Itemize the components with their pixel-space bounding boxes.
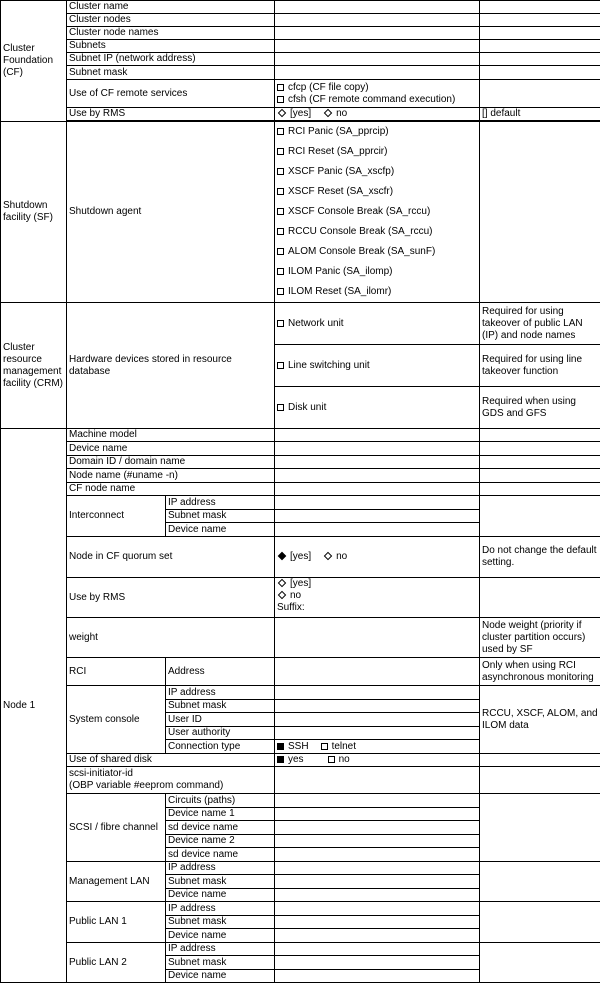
- value-cell[interactable]: [275, 902, 480, 916]
- hardware-devices-label: Hardware devices stored in resource database: [67, 303, 275, 429]
- value-cell[interactable]: [275, 469, 480, 483]
- agent-option[interactable]: XSCF Reset (SA_xscfr): [277, 182, 477, 202]
- checkbox-icon[interactable]: [277, 268, 284, 275]
- management-lan-label: Management LAN: [67, 862, 166, 902]
- field-label: IP address: [166, 496, 275, 510]
- checkbox-icon[interactable]: [277, 362, 284, 369]
- checkbox-checked-icon[interactable]: [277, 743, 284, 750]
- row-label: Subnet IP (network address): [67, 53, 275, 66]
- rms-yes-option[interactable]: [yes]: [277, 578, 477, 590]
- value-cell[interactable]: [275, 442, 480, 456]
- rms-suffix: Suffix:: [277, 602, 305, 613]
- cf-rms-note: [] default: [480, 108, 600, 121]
- note-cell: [480, 456, 600, 469]
- checkbox-icon[interactable]: [277, 148, 284, 155]
- value-cell[interactable]: [275, 713, 480, 727]
- checkbox-icon[interactable]: [277, 288, 284, 295]
- checkbox-icon[interactable]: [328, 756, 335, 763]
- field-label: Circuits (paths): [166, 794, 275, 808]
- rci-label: RCI: [67, 658, 166, 686]
- note-cell: [480, 754, 600, 767]
- value-cell[interactable]: [275, 848, 480, 862]
- row-label: Subnet mask: [67, 66, 275, 80]
- note-cell: [480, 862, 600, 902]
- radio-diamond-icon[interactable]: [278, 591, 286, 599]
- field-label: Device name: [166, 889, 275, 902]
- node-rms-label: Use by RMS: [67, 578, 275, 618]
- quorum-options: [yes] no: [275, 537, 480, 578]
- public-lan-2-label: Public LAN 2: [67, 943, 166, 983]
- agent-option[interactable]: RCCU Console Break (SA_rccu): [277, 222, 477, 242]
- agent-option[interactable]: XSCF Panic (SA_xscfp): [277, 162, 477, 182]
- value-cell[interactable]: [275, 794, 480, 808]
- field-label: Subnet mask: [166, 875, 275, 889]
- system-console-label: System console: [67, 686, 166, 754]
- row-label: Subnets: [67, 40, 275, 53]
- public-lan-1-label: Public LAN 1: [67, 902, 166, 943]
- value-cell[interactable]: [275, 727, 480, 740]
- value-cell[interactable]: [275, 862, 480, 875]
- field-label: Subnet mask: [166, 916, 275, 929]
- row-label: Device name: [67, 442, 275, 456]
- connection-type-label: Connection type: [166, 740, 275, 754]
- quorum-note: Do not change the default setting.: [480, 537, 600, 578]
- note-cell: [480, 794, 600, 862]
- note-cell: [480, 767, 600, 794]
- agent-option[interactable]: ILOM Reset (SA_ilomr): [277, 282, 477, 302]
- shared-disk-label: Use of shared disk: [67, 754, 275, 767]
- value-cell[interactable]: [275, 523, 480, 537]
- checkbox-checked-icon[interactable]: [277, 756, 284, 763]
- value-cell[interactable]: [275, 686, 480, 700]
- weight-note: Node weight (priority if cluster partition occurs) used by SF: [480, 618, 600, 658]
- note-cell: [480, 27, 600, 40]
- rci-note: Only when using RCI asynchronous monitoring: [480, 658, 600, 686]
- field-label: Subnet mask: [166, 956, 275, 970]
- crm-note: Required for using takeover of public LAN (IP) and node names: [480, 303, 600, 345]
- cf-rms-label: Use by RMS: [67, 108, 275, 121]
- note-cell: [480, 122, 600, 303]
- value-cell[interactable]: [275, 510, 480, 523]
- crm-option-disk[interactable]: Disk unit: [275, 387, 480, 429]
- shutdown-agent-label: Shutdown agent: [67, 122, 275, 303]
- section-node-label: Node 1: [1, 429, 67, 983]
- remote-services-label: Use of CF remote services: [67, 80, 275, 108]
- interconnect-label: Interconnect: [67, 496, 166, 537]
- value-cell[interactable]: [275, 835, 480, 848]
- field-label: sd device name: [166, 821, 275, 835]
- node-rms-options: [275, 578, 480, 618]
- checkbox-icon[interactable]: [277, 248, 284, 255]
- section-cf-label: Cluster Foundation (CF): [1, 1, 67, 122]
- note-cell: [480, 469, 600, 483]
- console-note: RCCU, XSCF, ALOM, and ILOM data: [480, 686, 600, 754]
- rms-no-option[interactable]: no: [277, 590, 477, 602]
- note-cell: [480, 40, 600, 53]
- note-cell: [480, 80, 600, 108]
- weight-label: weight: [67, 618, 275, 658]
- note-cell: [480, 496, 600, 537]
- note-cell: [480, 483, 600, 496]
- value-cell[interactable]: [275, 66, 480, 80]
- section-sf-label: Shutdown facility (SF): [1, 122, 67, 303]
- value-cell[interactable]: [275, 916, 480, 929]
- radio-diamond-icon[interactable]: [324, 109, 332, 117]
- note-cell: [480, 902, 600, 943]
- note-cell: [480, 14, 600, 27]
- value-cell[interactable]: [275, 658, 480, 686]
- checkbox-icon[interactable]: [277, 320, 284, 327]
- row-label: Domain ID / domain name: [67, 456, 275, 469]
- value-cell[interactable]: [275, 496, 480, 510]
- shutdown-agent-options: [275, 122, 480, 303]
- note-cell: [480, 429, 600, 442]
- note-cell: [480, 66, 600, 80]
- value-cell[interactable]: [275, 943, 480, 956]
- row-label: Cluster nodes: [67, 14, 275, 27]
- rci-address-label: Address: [166, 658, 275, 686]
- section-crm-label: Cluster resource management facility (CRM): [1, 303, 67, 429]
- note-cell: [480, 1, 600, 14]
- option-cfsh[interactable]: cfsh (CF remote command execution): [277, 94, 477, 106]
- field-label: User ID: [166, 713, 275, 727]
- agent-option[interactable]: ALOM Console Break (SA_sunF): [277, 242, 477, 262]
- row-label: Cluster name: [67, 1, 275, 14]
- field-label: Device name: [166, 970, 275, 983]
- cf-rms-options: [yes] no: [275, 108, 480, 121]
- field-label: Device name 1: [166, 808, 275, 821]
- field-label: IP address: [166, 943, 275, 956]
- scsi-label: SCSI / fibre channel: [67, 794, 166, 862]
- remote-services-options: [275, 80, 480, 108]
- row-label: Node name (#uname -n): [67, 469, 275, 483]
- value-cell[interactable]: [275, 53, 480, 66]
- checkbox-icon[interactable]: [277, 228, 284, 235]
- row-label: Machine model: [67, 429, 275, 442]
- checkbox-icon[interactable]: [321, 743, 328, 750]
- value-cell[interactable]: [275, 929, 480, 943]
- value-cell[interactable]: [275, 700, 480, 713]
- row-label: CF node name: [67, 483, 275, 496]
- field-label: IP address: [166, 862, 275, 875]
- field-label: IP address: [166, 686, 275, 700]
- checkbox-icon[interactable]: [277, 188, 284, 195]
- field-label: User authority: [166, 727, 275, 740]
- crm-option-network[interactable]: Network unit: [275, 303, 480, 345]
- agent-option[interactable]: XSCF Console Break (SA_rccu): [277, 202, 477, 222]
- shared-disk-options: yes no: [275, 754, 480, 767]
- value-cell[interactable]: [275, 483, 480, 496]
- connection-type-options: SSH telnet: [275, 740, 480, 754]
- checkbox-icon[interactable]: [277, 128, 284, 135]
- note-cell: [480, 53, 600, 66]
- checkbox-icon[interactable]: [277, 168, 284, 175]
- field-label: Device name: [166, 929, 275, 943]
- checkbox-icon[interactable]: [277, 208, 284, 215]
- value-cell[interactable]: [275, 889, 480, 902]
- value-cell[interactable]: [275, 456, 480, 469]
- option-cfcp[interactable]: cfcp (CF file copy): [277, 82, 477, 94]
- value-cell[interactable]: [275, 14, 480, 27]
- checkbox-icon[interactable]: [277, 404, 284, 411]
- value-cell[interactable]: [275, 956, 480, 970]
- crm-option-line[interactable]: Line switching unit: [275, 345, 480, 387]
- radio-diamond-icon[interactable]: [278, 579, 286, 587]
- value-cell[interactable]: [275, 429, 480, 442]
- field-label: Device name 2: [166, 835, 275, 848]
- field-label: Device name: [166, 523, 275, 537]
- agent-option[interactable]: RCI Reset (SA_pprcir): [277, 142, 477, 162]
- row-label: Cluster node names: [67, 27, 275, 40]
- value-cell[interactable]: [275, 1, 480, 14]
- note-cell: [480, 442, 600, 456]
- value-cell[interactable]: [275, 821, 480, 835]
- field-label: Subnet mask: [166, 700, 275, 713]
- value-cell[interactable]: [275, 40, 480, 53]
- field-label: Subnet mask: [166, 510, 275, 523]
- agent-option[interactable]: ILOM Panic (SA_ilomp): [277, 262, 477, 282]
- crm-note: Required for using line takeover function: [480, 345, 600, 387]
- value-cell[interactable]: [275, 27, 480, 40]
- checkbox-icon[interactable]: [277, 84, 284, 91]
- field-label: IP address: [166, 902, 275, 916]
- radio-diamond-icon[interactable]: [278, 109, 286, 117]
- value-cell[interactable]: [275, 808, 480, 821]
- field-label: sd device name: [166, 848, 275, 862]
- crm-note: Required when using GDS and GFS: [480, 387, 600, 429]
- radio-diamond-icon[interactable]: [324, 552, 332, 560]
- value-cell[interactable]: [275, 618, 480, 658]
- note-cell: [480, 578, 600, 618]
- agent-option[interactable]: RCI Panic (SA_pprcip): [277, 122, 477, 142]
- note-cell: [480, 943, 600, 983]
- value-cell[interactable]: [275, 970, 480, 983]
- value-cell[interactable]: [275, 875, 480, 889]
- radio-diamond-filled-icon[interactable]: [278, 552, 286, 560]
- value-cell[interactable]: [275, 767, 480, 794]
- quorum-label: Node in CF quorum set: [67, 537, 275, 578]
- scsi-initiator-label: scsi-initiator-id (OBP variable #eeprom command): [67, 767, 275, 794]
- checkbox-icon[interactable]: [277, 96, 284, 103]
